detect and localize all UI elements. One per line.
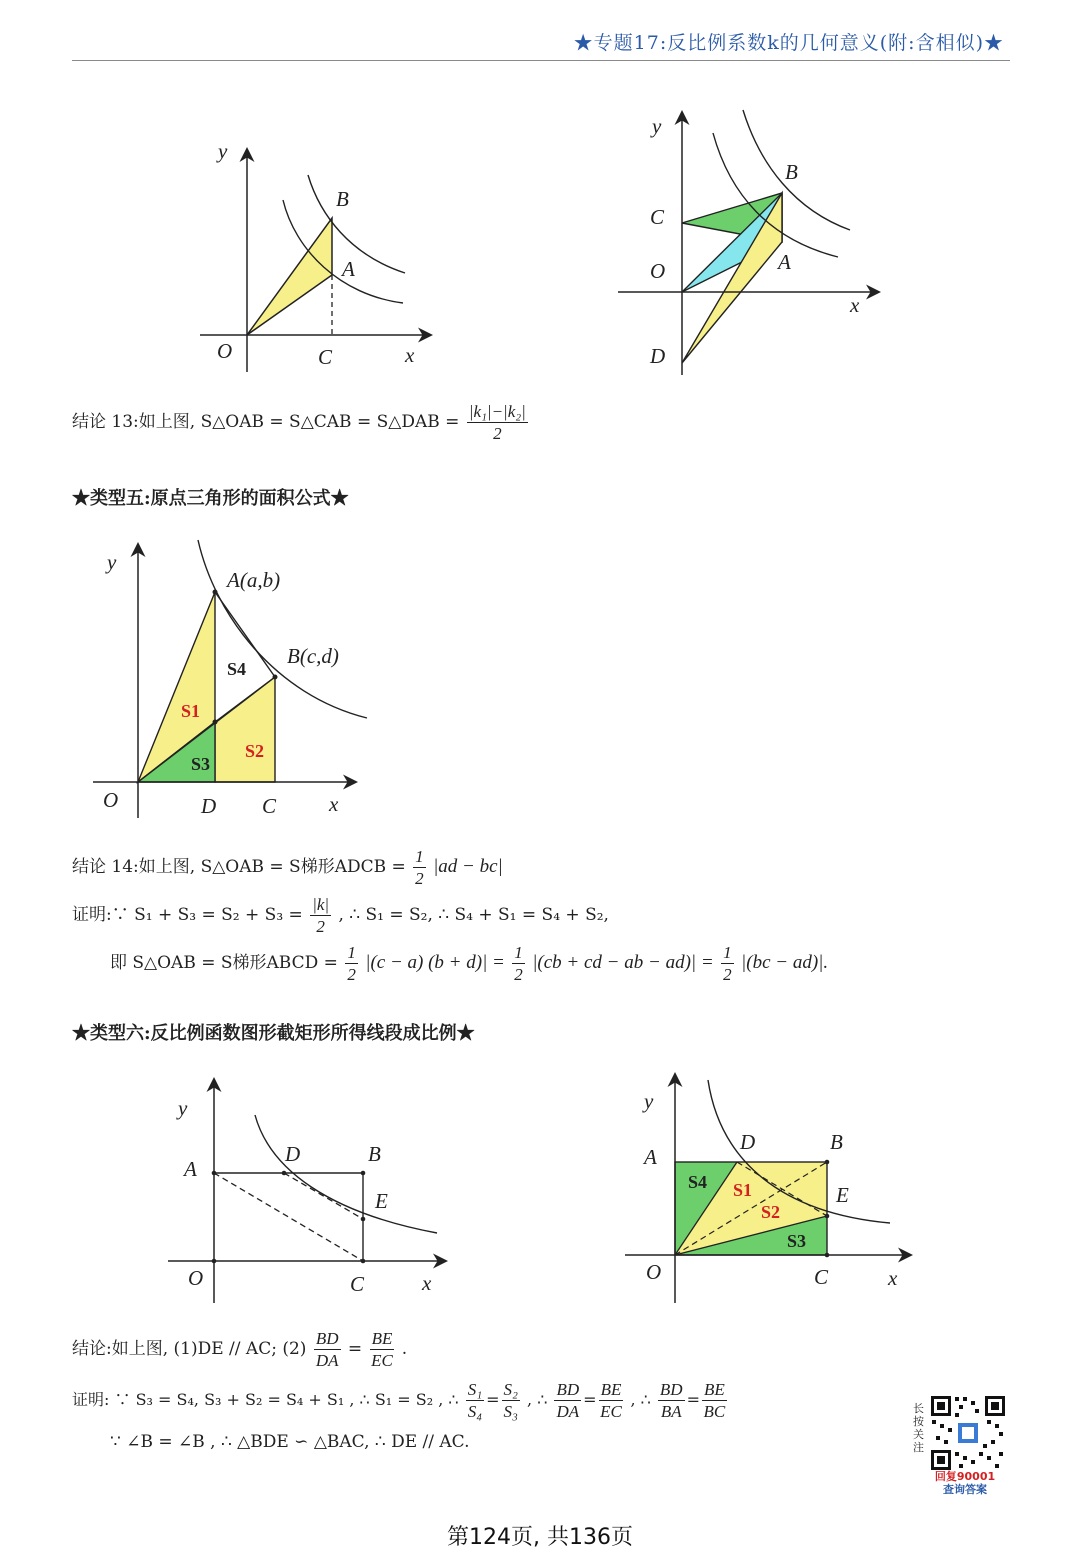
proof-14-line2d: |(bc − ad)|. [741, 952, 829, 973]
header-title: ★专题17:反比例系数k的几何意义(附:含相似)★ [573, 32, 1004, 54]
dashed-de [284, 1173, 363, 1219]
conclusion-14-den: 2 [415, 869, 424, 888]
label-y: y [644, 1089, 654, 1113]
point-b [361, 1171, 366, 1176]
label-s3: S3 [191, 754, 211, 774]
label-a: A(a,b) [227, 568, 281, 592]
p15-f1n: S₁ [467, 1380, 483, 1399]
figure-3 [85, 535, 385, 825]
figure-4 [160, 1075, 460, 1310]
label-d: D [201, 794, 217, 818]
half-den-2: 2 [514, 965, 523, 984]
label-b: B(c,d) [287, 644, 339, 668]
point-o [212, 1259, 217, 1264]
label-o: O [103, 788, 119, 812]
conclusion-14-tail: |ad − bc| [433, 856, 503, 877]
point-e [361, 1217, 366, 1222]
proof-14-line1 [72, 896, 609, 935]
proof-14-line2 [110, 944, 828, 983]
conclusion-15-text: 结论:如上图, (1)DE // AC; (2) [72, 1339, 307, 1359]
label-e: E [375, 1189, 388, 1213]
triangle-oab [247, 218, 332, 335]
half-num-1: 1 [347, 943, 356, 962]
label-x: x [329, 792, 339, 816]
header-rule [72, 60, 1010, 61]
p15-f2d: S₃ [503, 1402, 518, 1421]
p15-f4n: BE [600, 1380, 622, 1399]
label-a: A [644, 1145, 657, 1169]
page-number: 第124页, 共136页 [447, 1525, 633, 1550]
point-b [273, 675, 278, 680]
p15-f6d: BC [703, 1402, 726, 1421]
p15-f4d: EC [600, 1402, 622, 1421]
label-s2: S2 [761, 1202, 781, 1222]
qr-caption-line2: 查询答案 [943, 1483, 987, 1496]
proof-14-line1b: , ∴ S₁ = S₂, ∴ S₄ + S₁ = S₄ + S₂, [338, 905, 609, 925]
label-b: B [368, 1142, 381, 1166]
conclusion-14-text: 结论 14:如上图, S△OAB = S梯形ADCB = [72, 857, 406, 877]
label-b: B [336, 187, 349, 211]
label-s2: S2 [245, 741, 265, 761]
p15-mid2: , ∴ [630, 1390, 651, 1409]
label-s4: S4 [688, 1172, 708, 1192]
c15-num1: BD [315, 1329, 339, 1348]
proof-14-num: |k| [312, 895, 330, 914]
p15-f1d: S₄ [467, 1402, 483, 1421]
p15-f5d: BA [660, 1402, 682, 1421]
label-b: B [785, 160, 798, 184]
c15-eq: = [347, 1339, 363, 1359]
half-den-1: 2 [347, 965, 356, 984]
conclusion-13-den: 2 [493, 424, 502, 443]
curve [198, 540, 367, 718]
label-c: C [350, 1272, 365, 1296]
point-intersection [213, 720, 218, 725]
label-a: A [184, 1157, 197, 1181]
label-y: y [652, 114, 662, 138]
conclusion-13-num: |k₁|−|k₂| [468, 402, 526, 421]
qr-side-text: 长按关注 [913, 1402, 924, 1454]
label-y: y [218, 140, 228, 163]
proof-14-den: 2 [316, 917, 325, 936]
label-s1: S1 [181, 701, 201, 721]
qr-code-icon[interactable] [929, 1394, 1007, 1472]
figure-5 [620, 1070, 915, 1310]
label-c: C [262, 794, 277, 818]
point-c [361, 1259, 366, 1264]
label-y: y [107, 550, 117, 574]
qr-caption [924, 1470, 1006, 1496]
label-c: C [814, 1265, 829, 1289]
dashed-ac [214, 1173, 363, 1261]
label-a: A [342, 257, 355, 281]
label-c: C [650, 205, 665, 229]
point-b [825, 1160, 830, 1165]
proof-14-line2a: 即 S△OAB = S梯形ABCD = [110, 953, 338, 973]
proof-15-line2: ∵ ∠B = ∠B , ∴ △BDE ∽ △BAC, ∴ DE // AC. [110, 1432, 470, 1452]
region-s2 [215, 677, 275, 782]
c15-den2: EC [371, 1351, 393, 1370]
point-e [825, 1214, 830, 1219]
label-x: x [405, 343, 415, 367]
proof-14-line2c: |(cb + cd − ab − ad)| = [532, 952, 714, 973]
point-c [825, 1253, 830, 1258]
label-d: D [740, 1130, 756, 1154]
label-x: x [850, 293, 860, 317]
label-o: O [217, 339, 233, 363]
p15-f3n: BD [556, 1380, 580, 1399]
figure-1 [190, 140, 450, 380]
conclusion-14 [72, 848, 503, 887]
label-x: x [422, 1271, 432, 1295]
label-c: C [318, 345, 333, 369]
label-o: O [646, 1260, 662, 1284]
p15-f3d: DA [556, 1402, 580, 1421]
c15-end: . [401, 1339, 408, 1359]
label-d: D [650, 344, 666, 368]
conclusion-13 [72, 403, 530, 442]
c15-num2: BE [371, 1329, 393, 1348]
label-b: B [830, 1130, 843, 1154]
c15-den1: DA [315, 1351, 339, 1370]
p15-f6n: BE [703, 1380, 725, 1399]
p15-mid1: , ∴ [527, 1390, 548, 1409]
proof-14-line2b: |(c − a) (b + d)| = [365, 952, 505, 973]
point-a [213, 590, 218, 595]
qr-caption-line1: 回复90001 [934, 1470, 996, 1483]
half-den-3: 2 [723, 965, 732, 984]
conclusion-14-num: 1 [415, 847, 424, 866]
conclusion-13-text: 结论 13:如上图, S△OAB = S△CAB = S△DAB = [72, 412, 460, 432]
type5-title: ★类型五:原点三角形的面积公式★ [72, 488, 349, 509]
type6-title: ★类型六:反比例函数图形截矩形所得线段成比例★ [72, 1023, 475, 1044]
label-s3: S3 [787, 1231, 807, 1251]
label-e: E [836, 1183, 849, 1207]
p15-f5n: BD [659, 1380, 683, 1399]
label-a: A [778, 250, 791, 274]
point-a [212, 1171, 217, 1176]
label-x: x [888, 1266, 898, 1290]
label-d: D [285, 1142, 301, 1166]
proof-15-line1: 证明: ∵ S₃ = S₄, S₃ + S₂ = S₄ + S₁ , ∴ S₁ = S₂ , ∴ $\frac{\text{S₁}}{\text{S₄}}$ = $\frac{\text{S₂}}{\text{S₃}}$ , ∴ $\frac{BD}{DA}$ = $\frac{BE}{EC}$ , ∴ $\frac{BD}{BA}$ = $\frac{BE}{BC}$ [72, 1380, 726, 1421]
proof-14-line1a: 证明:∵ S₁ + S₃ = S₂ + S₃ = [72, 905, 303, 925]
half-num-2: 1 [514, 943, 523, 962]
label-o: O [650, 259, 666, 283]
figure-2 [610, 105, 900, 385]
half-num-3: 1 [723, 943, 732, 962]
label-s1: S1 [733, 1180, 753, 1200]
page-header [0, 0, 1080, 62]
label-o: O [188, 1266, 204, 1290]
point-d [282, 1171, 287, 1176]
label-y: y [178, 1096, 188, 1120]
conclusion-15 [72, 1330, 407, 1369]
p15-f2n: S₂ [503, 1380, 518, 1399]
label-s4: S4 [227, 659, 247, 679]
proof-15-line1a: 证明: ∵ S₃ = S₄, S₃ + S₂ = S₄ + S₁ , ∴ S₁ = S₂ , ∴ [72, 1390, 459, 1409]
